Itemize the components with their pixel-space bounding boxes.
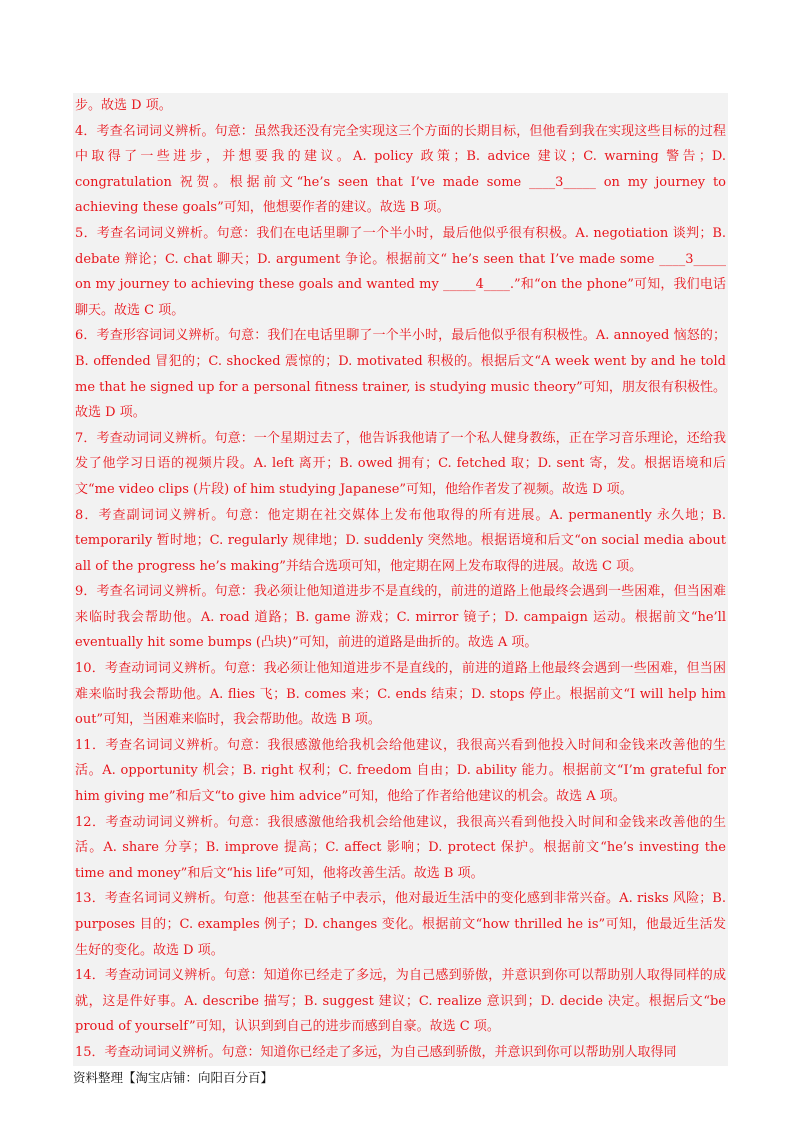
paragraph-q10: 10．考查动词词义辨析。句意：我必须让他知道进步不是直线的，前进的道路上他最终会遇到一些困难，但当困难来临时我会帮助他。A. flies 飞；B. comes 来；C. ends 结束；D. stops 停止。根据前文“I will help him out”可知，当困难来临时，我会帮助他。故选 B 项。 — [75, 661, 726, 728]
answer-explanations — [73, 93, 728, 1066]
paragraph-q9: 9．考查名词词义辨析。句意：我必须让他知道进步不是直线的，前进的道路上他最终会遇到一些困难，但当困难来临时我会帮助他。A. road 道路；B. game 游戏；C. mirror 镜子；D. campaign 运动。根据前文“he’ll eventually hit some bumps (凸块)”可知，前进的道路是曲折的。故选 A 项。 — [75, 584, 726, 651]
paragraph-q7: 7．考查动词词义辨析。句意：一个星期过去了，他告诉我他请了一个私人健身教练，正在学习音乐理论，还给我发了他学习日语的视频片段。A. left 离开；B. owed 拥有；C. fetched 取；D. sent 寄，发。根据语境和后文“me video clips (片段) of him studying Japanese”可知，他给作者发了视频。故选 D 项。 — [75, 430, 726, 497]
paragraph-q13: 13．考查名词词义辨析。句意：他甚至在帖子中表示，他对最近生活中的变化感到非常兴奋。A. risks 风险；B. purposes 目的；C. examples 例子；D. changes 变化。根据前文“how thrilled he is”可知，他最近生活发生好的变化。故选 D 项。 — [75, 891, 726, 958]
paragraph-q6: 6．考查形容词词义辨析。句意：我们在电话里聊了一个半小时，最后他似乎很有积极性。A. annoyed 恼怒的；B. offended 冒犯的；C. shocked 震惊的；D. motivated 积极的。根据后文“A week went by and he told me that he signed up for a personal fitness trainer, is studying music theory”可知，朋友很有积极性。故选 D 项。 — [75, 328, 726, 421]
paragraph-q15: 15．考查动词词义辨析。句意：知道你已经走了多远，为自己感到骄傲，并意识到你可以帮助别人取得同 — [75, 1044, 677, 1060]
paragraph-q5: 5．考查名词词义辨析。句意：我们在电话里聊了一个半小时，最后他似乎很有积极。A. negotiation 谈判；B. debate 辩论；C. chat 聊天；D. argument 争论。根据前文“ he’s seen that I’ve made some ____3_____ on my journey to achieving these goals and wanted my _____4____.”和“on the phone”可知，我们电话聊天。故选 C 项。 — [75, 225, 726, 318]
footer-source-note: 资料整理【淘宝店铺：向阳百分百】 — [73, 1070, 274, 1085]
paragraph-q14: 14．考查动词词义辨析。句意：知道你已经走了多远，为自己感到骄傲，并意识到你可以帮助别人取得同样的成就，这是件好事。A. describe 描写；B. suggest 建议；C. realize 意识到；D. decide 决定。根据后文“be proud of yourself”可知，认识到到自己的进步而感到自豪。故选 C 项。 — [75, 968, 726, 1035]
paragraph-continuation: 步。故选 D 项。 — [75, 98, 172, 113]
paragraph-q8: 8．考查副词词义辨析。句意：他定期在社交媒体上发布他取得的所有进展。A. permanently 永久地；B. temporarily 暂时地；C. regularly 规律地；D. suddenly 突然地。根据语境和后文“on social media about all of the progress he’s making”并结合选项可知，他定期在网上发布取得的进展。故选 C 项。 — [75, 507, 726, 574]
paragraph-q11: 11．考查名词词义辨析。句意：我很感激他给我机会给他建议，我很高兴看到他投入时间和金钱来改善他的生活。A. opportunity 机会；B. right 权利；C. freedom 自由；D. ability 能力。根据前文“I’m grateful for him giving me”和后文“to give him advice”可知，他给了作者给他建议的机会。故选 A 项。 — [75, 737, 726, 805]
paragraph-q12: 12．考查动词词义辨析。句意：我很感激他给我机会给他建议，我很高兴看到他投入时间和金钱来改善他的生活。A. share 分享；B. improve 提高；C. affect 影响；D. protect 保护。根据前文“he’s investing the time and money”和后文“his life”可知，他将改善生活。故选 B 项。 — [75, 814, 726, 881]
paragraph-q4: 4．考查名词词义辨析。句意：虽然我还没有完全实现这三个方面的长期目标，但他看到我在实现这些目标的过程中取得了一些进步，并想要我的建议。A. policy 政策；B. advice 建议；C. warning 警告；D. congratulation 祝贺。根据前文“he’s seen that I’ve made some ____3_____ on my journey to achieving these goals”可知，他想要作者的建议。故选 B 项。 — [75, 123, 726, 216]
